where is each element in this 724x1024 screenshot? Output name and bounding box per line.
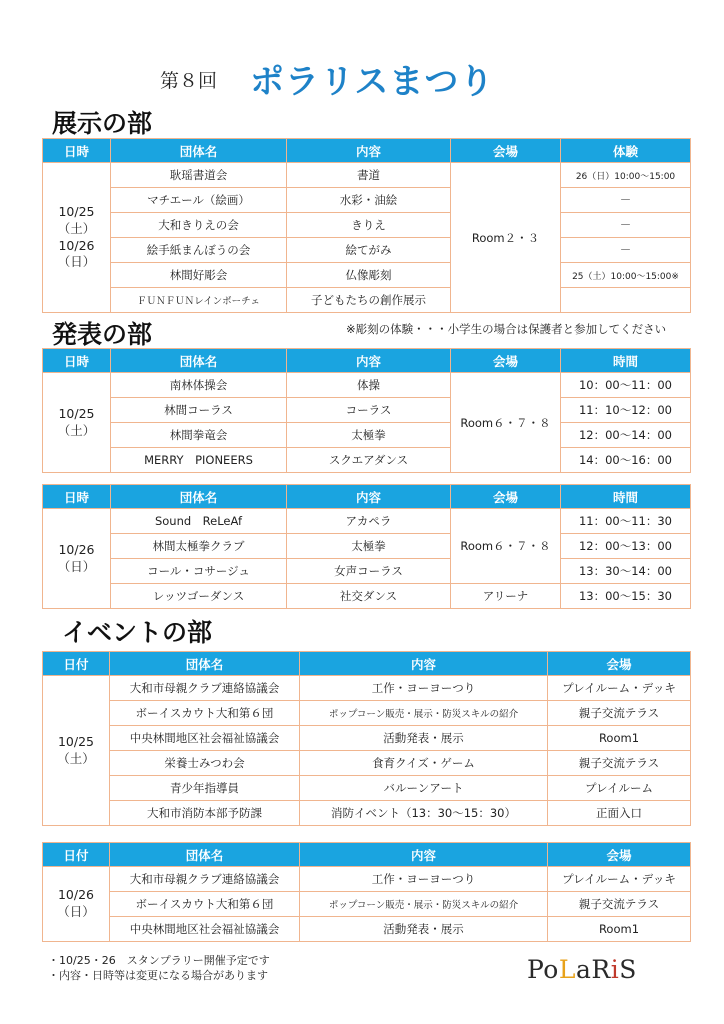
time-cell: 11：10～12：00 <box>561 398 691 423</box>
content-cell: 消防イベント（13：30～15：30） <box>300 801 548 826</box>
content-cell: 体操 <box>287 373 451 398</box>
table-row <box>43 867 691 892</box>
footer-note: ・内容・日時等は変更になる場合があります <box>48 969 268 982</box>
col-header: 日時 <box>43 485 111 509</box>
group-cell: 林間太極拳クラブ <box>111 534 287 559</box>
col-header: 団体名 <box>111 349 287 373</box>
col-header: 会場 <box>451 139 561 163</box>
date-cell: 10/25 （土） 10/26 （日） <box>43 163 111 313</box>
table-row <box>43 801 691 826</box>
edition-label: 第８回 <box>160 70 218 92</box>
polaris-logo: PoLaRiS <box>527 955 637 984</box>
table-row <box>43 288 691 313</box>
table-row <box>43 238 691 263</box>
col-header: 日付 <box>43 843 110 867</box>
title-row <box>0 52 724 102</box>
group-cell: 林間拳竜会 <box>111 423 287 448</box>
event-table-day1 <box>42 651 691 826</box>
table-row <box>43 398 691 423</box>
content-cell: 活動発表・展示 <box>300 726 548 751</box>
group-cell: 大和市消防本部予防課 <box>110 801 300 826</box>
table-row <box>43 751 691 776</box>
content-cell: アカペラ <box>287 509 451 534</box>
table-row <box>43 509 691 534</box>
venue-cell: アリーナ <box>451 584 561 609</box>
venue-cell: プレイルーム・デッキ <box>548 867 691 892</box>
content-cell: ポップコーン販売・展示・防災スキルの紹介 <box>300 892 548 917</box>
group-cell: 大和きりえの会 <box>111 213 287 238</box>
group-cell: 林間コーラス <box>111 398 287 423</box>
table-row <box>43 163 691 188</box>
group-cell: Sound ReLeAf <box>111 509 287 534</box>
carving-note: ※彫刻の体験・・・小学生の場合は保護者と参加してください <box>346 322 667 336</box>
content-cell: 社交ダンス <box>287 584 451 609</box>
presentation-table-day2 <box>42 484 691 609</box>
col-header: 内容 <box>287 485 451 509</box>
group-cell: マチエール（絵画） <box>111 188 287 213</box>
content-cell: 水彩・油絵 <box>287 188 451 213</box>
content-cell: 活動発表・展示 <box>300 917 548 942</box>
content-cell: きりえ <box>287 213 451 238</box>
group-cell: 青少年指導員 <box>110 776 300 801</box>
group-cell: 耿瑶書道会 <box>111 163 287 188</box>
venue-cell: 正面入口 <box>548 801 691 826</box>
col-header: 会場 <box>451 349 561 373</box>
table-row <box>43 701 691 726</box>
table-row <box>43 373 691 398</box>
group-cell: 林間好彫会 <box>111 263 287 288</box>
content-cell: ポップコーン販売・展示・防災スキルの紹介 <box>300 701 548 726</box>
presentation-table-day1 <box>42 348 691 473</box>
experience-cell: － <box>561 188 691 213</box>
group-cell: 大和市母親クラブ連絡協議会 <box>110 867 300 892</box>
table-row <box>43 584 691 609</box>
content-cell: 食育クイズ・ゲーム <box>300 751 548 776</box>
content-cell: 太極拳 <box>287 423 451 448</box>
footer-note: ・10/25・26 スタンプラリー開催予定です <box>48 954 270 967</box>
footer-notes <box>48 953 270 983</box>
group-cell: 絵手紙まんぼうの会 <box>111 238 287 263</box>
group-cell: MERRY PIONEERS <box>111 448 287 473</box>
experience-cell <box>561 288 691 313</box>
venue-cell: Room６・７・８ <box>451 373 561 473</box>
venue-cell: プレイルーム・デッキ <box>548 676 691 701</box>
group-cell: 大和市母親クラブ連絡協議会 <box>110 676 300 701</box>
time-cell: 12：00～14：00 <box>561 423 691 448</box>
event-heading: イベントの部 <box>62 618 213 647</box>
table-row <box>43 776 691 801</box>
experience-cell: 26（日）10:00～15:00 <box>561 163 691 188</box>
table-row <box>43 188 691 213</box>
group-cell: 栄養士みつわ会 <box>110 751 300 776</box>
venue-cell: 親子交流テラス <box>548 751 691 776</box>
time-cell: 10：00～11：00 <box>561 373 691 398</box>
table-row <box>43 726 691 751</box>
group-cell: 中央林間地区社会福祉協議会 <box>110 726 300 751</box>
table-row <box>43 534 691 559</box>
group-cell: ボーイスカウト大和第６団 <box>110 892 300 917</box>
event-table-day2 <box>42 842 691 942</box>
col-header: 時間 <box>561 349 691 373</box>
table-row <box>43 263 691 288</box>
content-cell: 太極拳 <box>287 534 451 559</box>
col-header: 内容 <box>287 349 451 373</box>
col-header: 内容 <box>300 652 548 676</box>
time-cell: 13：00～15：30 <box>561 584 691 609</box>
content-cell: バルーンアート <box>300 776 548 801</box>
experience-cell: － <box>561 213 691 238</box>
table-row <box>43 676 691 701</box>
group-cell: ボーイスカウト大和第６団 <box>110 701 300 726</box>
col-header: 日時 <box>43 349 111 373</box>
date-cell: 10/25 （土） <box>43 373 111 473</box>
venue-cell: Room1 <box>548 726 691 751</box>
content-cell: 子どもたちの創作展示 <box>287 288 451 313</box>
col-header: 団体名 <box>110 652 300 676</box>
col-header: 会場 <box>451 485 561 509</box>
group-cell: ＦＵＮＦＵＮレインボーチェ <box>111 288 287 313</box>
col-header: 内容 <box>287 139 451 163</box>
content-cell: スクエアダンス <box>287 448 451 473</box>
content-cell: 仏像彫刻 <box>287 263 451 288</box>
col-header: 内容 <box>300 843 548 867</box>
presentation-heading: 発表の部 <box>52 320 153 349</box>
venue-cell: プレイルーム <box>548 776 691 801</box>
venue-cell: 親子交流テラス <box>548 892 691 917</box>
content-cell: 工作・ヨーヨーつり <box>300 676 548 701</box>
experience-cell: 25（土）10:00～15:00※ <box>561 263 691 288</box>
time-cell: 13：30～14：00 <box>561 559 691 584</box>
group-cell: 中央林間地区社会福祉協議会 <box>110 917 300 942</box>
page-title: ポラリスまつり <box>250 62 495 102</box>
col-header: 団体名 <box>111 485 287 509</box>
venue-cell: Room６・７・８ <box>451 509 561 584</box>
exhibit-table <box>42 138 691 313</box>
venue-cell: Room1 <box>548 917 691 942</box>
content-cell: 工作・ヨーヨーつり <box>300 867 548 892</box>
content-cell: 女声コーラス <box>287 559 451 584</box>
date-cell: 10/26 （日） <box>43 509 111 609</box>
table-row <box>43 892 691 917</box>
col-header: 会場 <box>548 652 691 676</box>
venue-cell: 親子交流テラス <box>548 701 691 726</box>
table-row <box>43 213 691 238</box>
content-cell: 書道 <box>287 163 451 188</box>
col-header: 団体名 <box>111 139 287 163</box>
content-cell: 絵てがみ <box>287 238 451 263</box>
content-cell: コーラス <box>287 398 451 423</box>
experience-cell: － <box>561 238 691 263</box>
group-cell: 南林体操会 <box>111 373 287 398</box>
col-header: 時間 <box>561 485 691 509</box>
table-row <box>43 917 691 942</box>
table-row <box>43 448 691 473</box>
time-cell: 12：00～13：00 <box>561 534 691 559</box>
time-cell: 11：00～11：30 <box>561 509 691 534</box>
col-header: 会場 <box>548 843 691 867</box>
col-header: 日付 <box>43 652 110 676</box>
table-row <box>43 423 691 448</box>
exhibit-heading: 展示の部 <box>52 109 153 138</box>
time-cell: 14：00～16：00 <box>561 448 691 473</box>
group-cell: レッツゴーダンス <box>111 584 287 609</box>
table-row <box>43 559 691 584</box>
col-header: 団体名 <box>110 843 300 867</box>
venue-cell: Room２・３ <box>451 163 561 313</box>
col-header: 日時 <box>43 139 111 163</box>
group-cell: コール・コサージュ <box>111 559 287 584</box>
col-header: 体験 <box>561 139 691 163</box>
date-cell: 10/25 （土） <box>43 676 110 826</box>
date-cell: 10/26 （日） <box>43 867 110 942</box>
